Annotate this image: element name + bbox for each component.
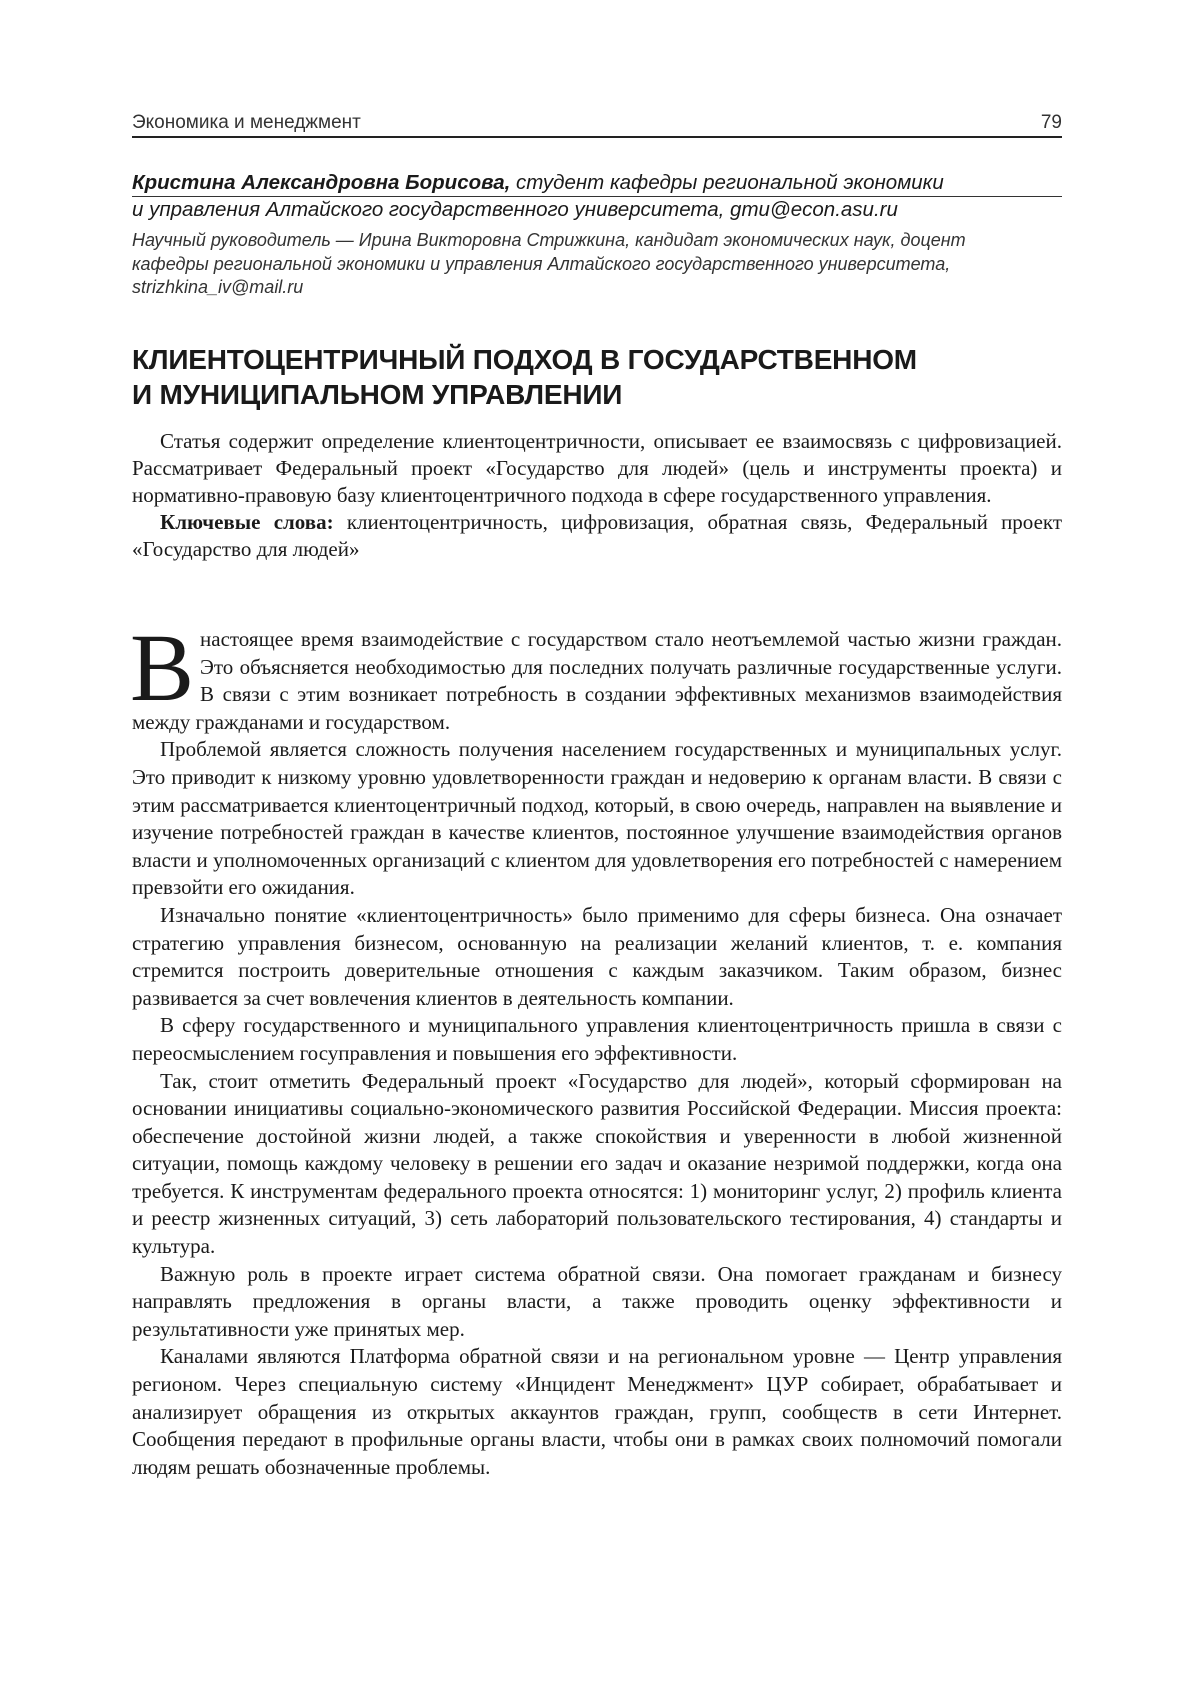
abstract bbox=[132, 428, 1062, 563]
abstract-text: Статья содержит определение клиентоцентричности, описывает ее взаимосвязь с цифровизацией. Рассматривает Федеральный проект «Государство для людей» (цель и инструменты проекта) и нормативно-правовую базу клиентоцентричного подхода в сфере государственного управления. bbox=[132, 429, 1062, 507]
section-title: Экономика и менеджмент bbox=[132, 112, 361, 133]
author-affiliation-1: студент кафедры региональной экономики bbox=[510, 171, 944, 194]
supervisor-line-1: Научный руководитель — Ирина Викторовна Стрижкина, кандидат экономических наук, доцент bbox=[132, 230, 966, 250]
paragraph-1 bbox=[130, 614, 1062, 736]
author-line bbox=[132, 170, 1062, 197]
paragraph-5: Так, стоит отметить Федеральный проект «Государство для людей», который сформирован на основании инициативы социально-экономического развития Российской Федерации. Миссия проекта: обеспечение достойной жизни людей, а также спокойствия и уверенности в любой жизненной ситуации, помощь каждому человеку в решении его задач и оказание незримой поддержки, когда она требуется. К инструментам федерального проекта относятся: 1) мониторинг услуг, 2) профиль клиента и реестр жизненных ситуаций, 3) сеть лабораторий пользовательского тестирования, 4) стандарты и культура. bbox=[132, 1068, 1062, 1259]
keywords-list: клиентоцентричность, цифровизация, обратная связь, Федеральный проект «Государство для людей» bbox=[132, 510, 1062, 561]
supervisor-line-3: strizhkina_iv@mail.ru bbox=[132, 277, 304, 297]
drop-cap: В bbox=[130, 614, 195, 721]
author-block bbox=[132, 170, 1062, 300]
paragraph-7: Каналами являются Платформа обратной связи и на региональном уровне — Центр управления регионом. Через специальную систему «Инцидент Менеджмент» ЦУР собирает, обрабатывает и анализирует обращения из открытых аккаунтов граждан, групп, сообществ в сети Интернет. Сообщения передают в профильные органы власти, чтобы они в рамках своих полномочий помогали людям решать обозначенные проблемы. bbox=[132, 1344, 1062, 1479]
paragraph-1-text: настоящее время взаимодействие с государством стало неотъемлемой частью жизни граждан. Это объясняется необходимостью для последних получать различные государственные услуги. В связи с этим возникает потребность в создании эффективных механизмов взаимодействия между гражданами и государством. bbox=[132, 627, 1062, 734]
title-line-2: И МУНИЦИПАЛЬНОМ УПРАВЛЕНИИ bbox=[132, 379, 623, 410]
page-number: 79 bbox=[1040, 112, 1062, 133]
paragraph-3: Изначально понятие «клиентоцентричность» было применимо для сферы бизнеса. Она означает стратегию управления бизнесом, основанную на реализации желаний клиентов, т. е. компания стремится построить доверительные отношения с каждым заказчиком. Таким образом, бизнес развивается за счет вовлечения клиентов в деятельность компании. bbox=[132, 902, 1062, 1010]
supervisor-info bbox=[132, 229, 1062, 300]
page bbox=[132, 0, 1062, 1697]
running-header bbox=[132, 108, 1062, 138]
article-body bbox=[130, 614, 1062, 1481]
title-line-1: КЛИЕНТОЦЕНТРИЧНЫЙ ПОДХОД В ГОСУДАРСТВЕННОМ bbox=[132, 344, 917, 375]
paragraph-2: Проблемой является сложность получения населением государственных и муниципальных услуг. Это приводит к низкому уровню удовлетворенности граждан и недоверию к органам власти. В связи с этим рассматривается клиентоцентричный подход, который, в свою очередь, направлен на выявление и изучение потребностей граждан в качестве клиентов, постоянное улучшение взаимодействия органов власти и уполномоченных организаций с клиентом для удовлетворения его потребностей с намерением превзойти его ожидания. bbox=[132, 737, 1062, 900]
supervisor-line-2: кафедры региональной экономики и управления Алтайского государственного университета, bbox=[132, 253, 951, 274]
author-name: Кристина Александровна Борисова, bbox=[132, 171, 511, 194]
paragraph-4: В сферу государственного и муниципального управления клиентоцентричность пришла в связи с переосмыслением госуправления и повышения его эффективности. bbox=[132, 1013, 1062, 1065]
keywords-label: Ключевые слова: bbox=[160, 510, 334, 534]
author-affiliation-2: и управления Алтайского государственного университета, gmu@econ.asu.ru bbox=[132, 198, 898, 221]
paragraph-6: Важную роль в проекте играет система обратной связи. Она помогает гражданам и бизнесу направлять предложения в органы власти, а также проводить оценку эффективности и результативности уже принятых мер. bbox=[132, 1261, 1062, 1341]
article-title bbox=[132, 342, 1062, 412]
keywords bbox=[132, 509, 1062, 563]
